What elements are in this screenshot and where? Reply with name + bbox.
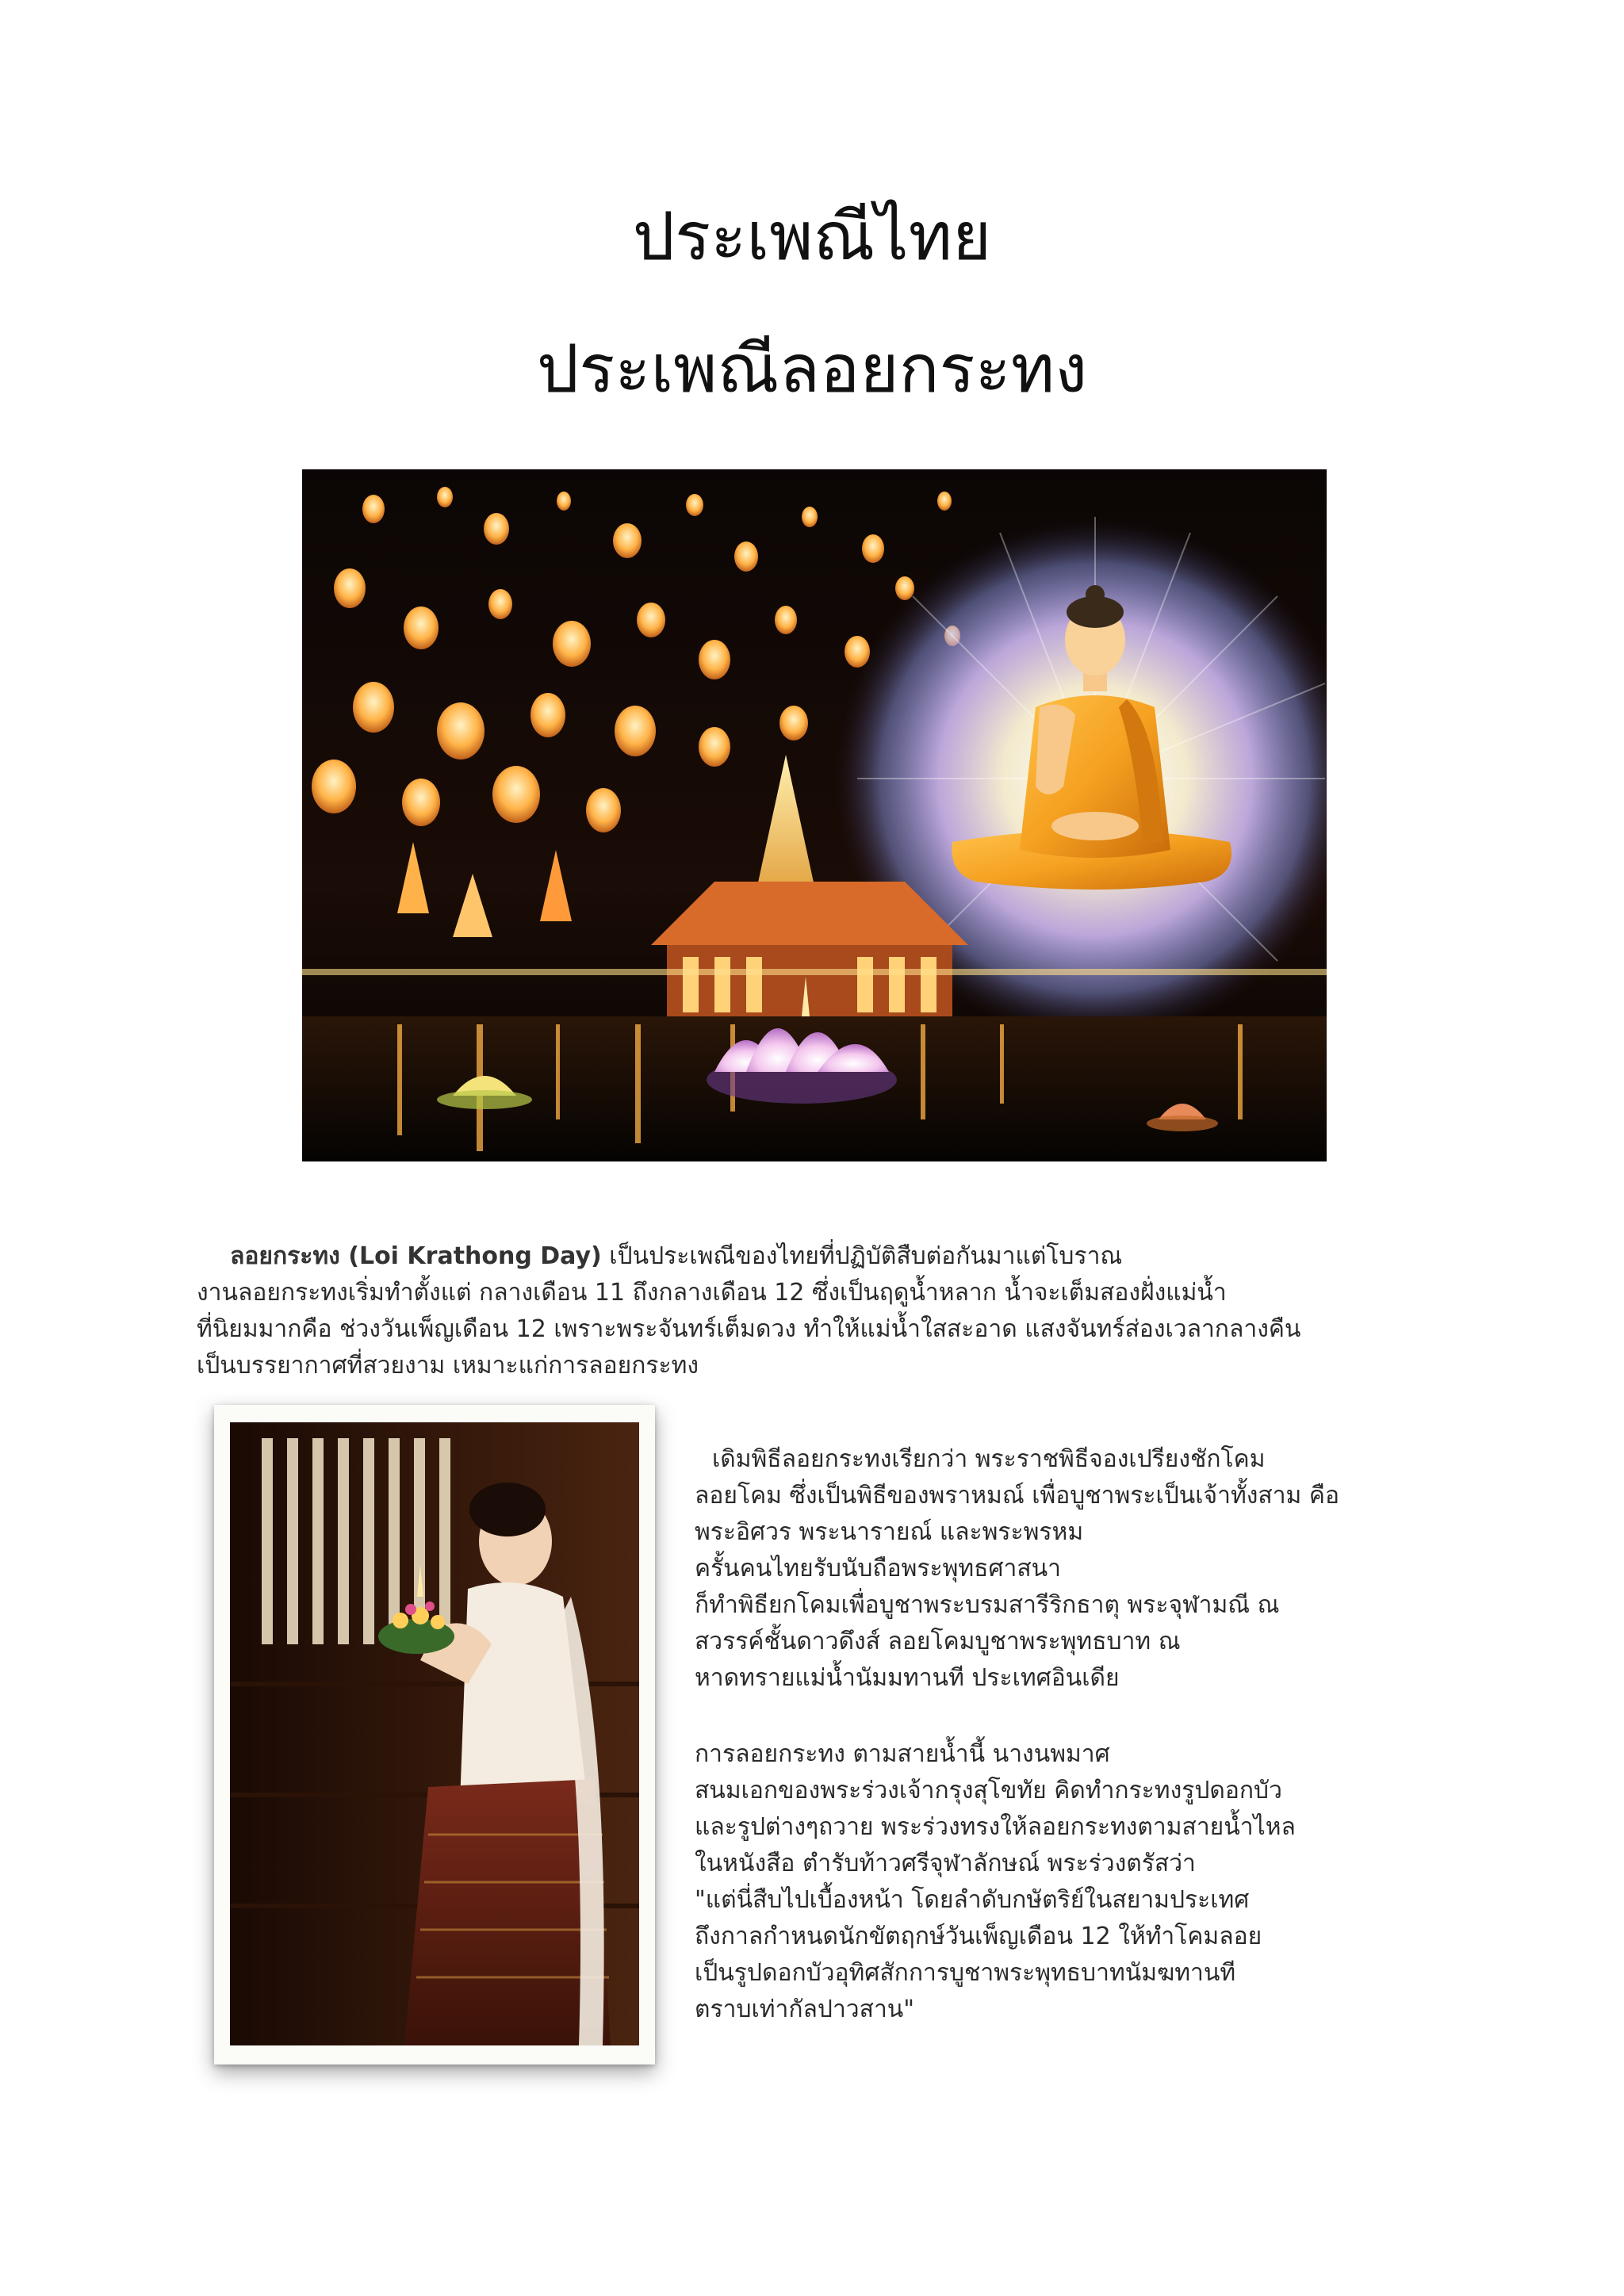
legend-paragraph xyxy=(695,1736,1488,2028)
history-line: ก็ทำพิธียกโคมเพื่อบูชาพระบรมสารีริกธาตุ พระจุฬามณี ณ xyxy=(695,1591,1280,1619)
history-line: หาดทรายแม่น้ำนัมมทานที ประเทศอินเดีย xyxy=(695,1664,1120,1692)
intro-lead-bold: ลอยกระทง (Loi Krathong Day) xyxy=(230,1242,602,1270)
legend-line: "แต่นี่สืบไปเบื้องหน้า โดยลำดับกษัตริย์ในสยามประเทศ xyxy=(695,1886,1250,1914)
history-line: เดิมพิธีลอยกระทงเรียกว่า พระราชพิธีจองเปรียงชักโคม xyxy=(712,1445,1266,1473)
intro-line xyxy=(197,1238,1418,1275)
legend-line: และรูปต่างๆถวาย พระร่วงทรงให้ลอยกระทงตามสายน้ำไหล xyxy=(695,1813,1296,1841)
legend-line: ถึงกาลกำหนดนักขัตฤกษ์วันเพ็ญเดือน 12 ให้ทำโคมลอย xyxy=(695,1923,1262,1950)
history-paragraph xyxy=(695,1441,1488,1697)
legend-line: ในหนังสือ ตำรับท้าวศรีจุฬาลักษณ์ พระร่วงตรัสว่า xyxy=(695,1850,1196,1877)
woman-with-krathong-photo xyxy=(230,1422,639,2045)
intro-line: เป็นบรรยากาศที่สวยงาม เหมาะแก่การลอยกระทง xyxy=(197,1352,699,1380)
legend-line: ตราบเท่ากัลปาวสาน" xyxy=(695,1996,915,2023)
intro-line: งานลอยกระทงเริ่มทำตั้งแต่ กลางเดือน 11 ถึงกลางเดือน 12 ซึ่งเป็นฤดูน้ำหลาก น้ำจะเต็มสองฝั่งแม่น้ำ xyxy=(197,1279,1227,1307)
legend-line: สนมเอกของพระร่วงเจ้ากรุงสุโขทัย คิดทำกระทงรูปดอกบัว xyxy=(695,1777,1282,1804)
page-title: ประเพณีไทย xyxy=(632,197,992,275)
legend-line: เป็นรูปดอกบัวอุทิศสักการบูชาพระพุทธบาทนัมฆทานที xyxy=(695,1959,1236,1987)
history-line: พระอิศวร พระนารายณ์ และพระพรหม xyxy=(695,1518,1084,1546)
intro-line: ที่นิยมมากคือ ช่วงวันเพ็ญเดือน 12 เพราะพระจันทร์เต็มดวง ทำให้แม่น้ำใสสะอาด แสงจันทร์ส่องเวลากลางคืน xyxy=(197,1315,1301,1343)
history-line: ลอยโคม ซึ่งเป็นพิธีของพราหมณ์ เพื่อบูชาพระเป็นเจ้าทั้งสาม คือ xyxy=(695,1482,1339,1510)
intro-paragraph xyxy=(197,1238,1418,1384)
photo-frame xyxy=(214,1405,655,2064)
intro-lead-rest: เป็นประเพณีของไทยที่ปฏิบัติสืบต่อกันมาแต่โบราณ xyxy=(601,1242,1123,1270)
page-subtitle: ประเพณีลอยกระทง xyxy=(536,330,1088,408)
history-line: สวรรค์ชั้นดาวดึงส์ ลอยโคมบูชาพระพุทธบาท ณ xyxy=(695,1628,1181,1655)
legend-line: การลอยกระทง ตามสายน้ำนี้ นางนพมาศ xyxy=(695,1740,1110,1768)
hero-illustration xyxy=(302,469,1327,1161)
history-line: ครั้นคนไทยรับนับถือพระพุทธศาสนา xyxy=(695,1555,1062,1582)
